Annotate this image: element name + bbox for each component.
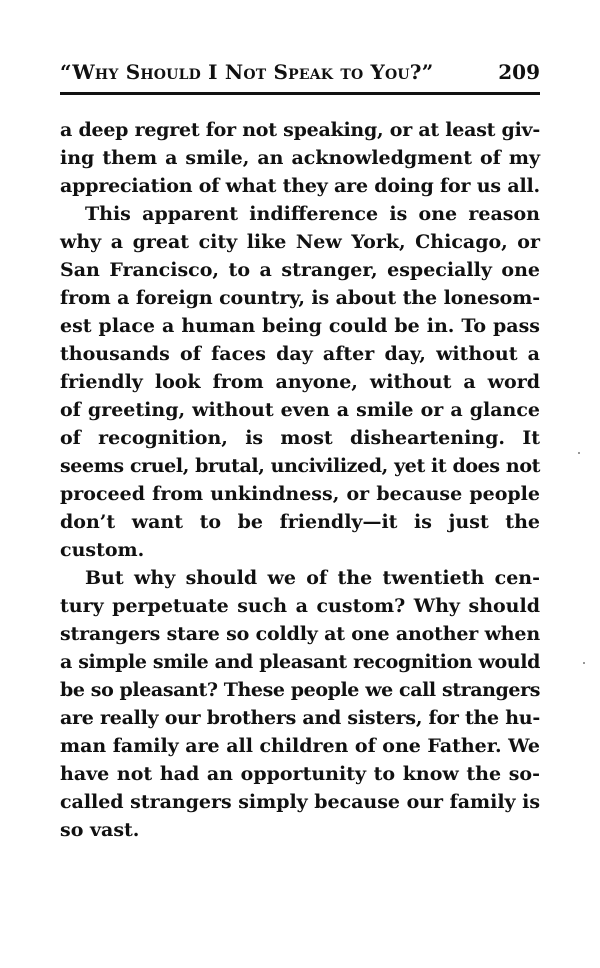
text-line: tury perpetuate such a custom? Why should <box>60 595 540 617</box>
text-line: seems cruel, brutal, uncivilized, yet it does not <box>60 455 541 477</box>
text-line: This apparent indifference is one reason <box>85 203 540 225</box>
text-line: don’t want to be friendly—it is just the <box>60 511 540 533</box>
running-title: “Why Should I Not Speak to You?” <box>60 60 434 84</box>
text-line: ing them a smile, an acknowledgment of my <box>60 147 540 169</box>
paragraph-2 <box>60 200 540 564</box>
text-line: be so pleasant? These people we call strangers <box>60 679 541 701</box>
text-line: proceed from unkindness, or because people <box>60 483 540 505</box>
text-line: est place a human being could be in. To pass <box>60 315 540 337</box>
text-line: why a great city like New York, Chicago, or <box>60 231 540 253</box>
text-line: called strangers simply because our family is <box>60 791 540 813</box>
text-line: appreciation of what they are doing for us all. <box>60 175 540 197</box>
scan-speck <box>578 452 580 454</box>
text-line: have not had an opportunity to know the so- <box>60 763 540 785</box>
text-line: from a foreign country, is about the lonesom- <box>60 287 541 309</box>
text-line: strangers stare so coldly at one another when <box>60 623 540 645</box>
running-head <box>60 58 540 95</box>
text-line: friendly look from anyone, without a word <box>60 371 540 393</box>
text-line: are really our brothers and sisters, for the hu- <box>60 707 540 729</box>
body-text <box>60 116 540 844</box>
paragraph-1 <box>60 116 540 200</box>
text-line: custom. <box>60 539 145 561</box>
text-line: But why should we of the twentieth cen- <box>85 567 540 589</box>
text-line: man family are all children of one Father. We <box>60 735 540 757</box>
text-line: so vast. <box>60 819 140 841</box>
paragraph-3 <box>60 564 540 844</box>
text-line: of recognition, is most disheartening. It <box>60 427 540 449</box>
text-line: San Francisco, to a stranger, especially one <box>60 259 540 281</box>
page-number: 209 <box>498 60 540 84</box>
text-line: of greeting, without even a smile or a glance <box>60 399 540 421</box>
text-line: a deep regret for not speaking, or at least giv- <box>60 119 540 141</box>
text-line: thousands of faces day after day, without a <box>60 343 540 365</box>
scan-speck <box>583 662 585 664</box>
text-line: a simple smile and pleasant recognition would <box>60 651 540 673</box>
